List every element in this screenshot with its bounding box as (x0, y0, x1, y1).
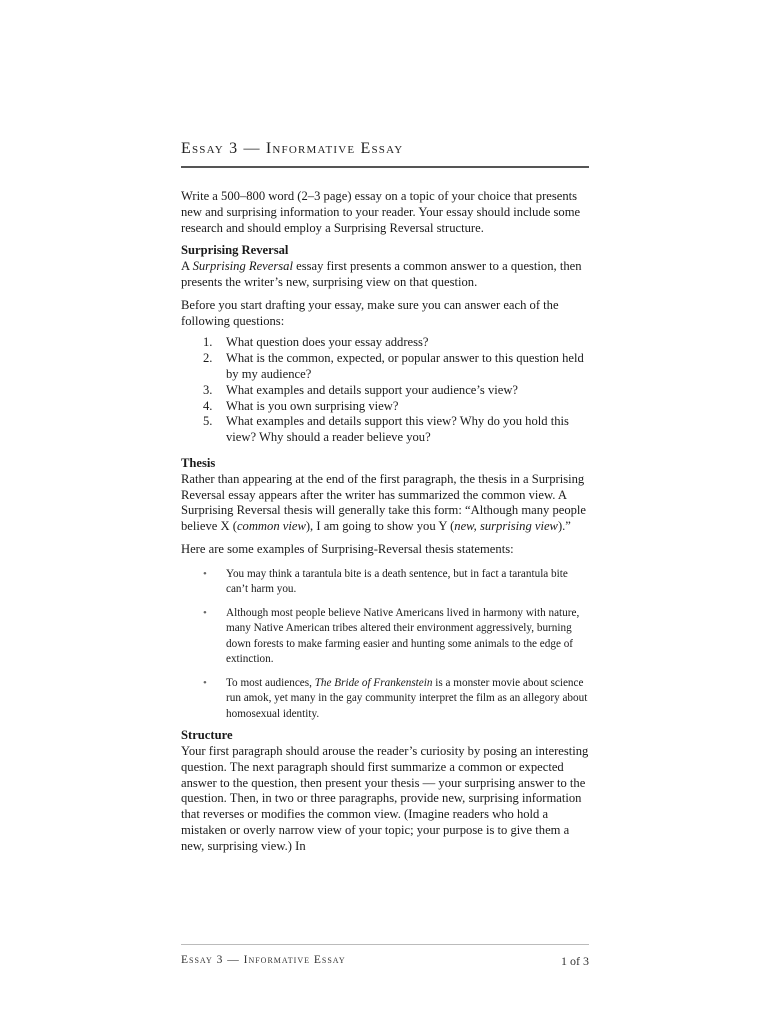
list-item (181, 351, 591, 383)
example3-text-b: is a monster movie about science run amok, yet many in the gay community interpret the film as an allegory about homosexual identity. (226, 676, 588, 720)
list-number: 3. (203, 382, 213, 397)
list-item (181, 414, 591, 446)
sr-term: Surprising Reversal (192, 259, 293, 274)
thesis-em-a: common view (236, 519, 306, 534)
list-item (181, 567, 591, 598)
questions-list (181, 335, 591, 446)
list-item-text: What is the common, expected, or popular answer to this question held by my audience? (226, 351, 584, 381)
list-number: 2. (203, 351, 213, 366)
page-number: 1 of 3 (561, 954, 589, 968)
list-number: 1. (203, 335, 213, 350)
examples-intro: Here are some examples of Surprising-Reversal thesis statements: (181, 541, 514, 556)
footer-title: Essay 3 — Informative Essay (181, 954, 346, 966)
example3-title: The Bride of Frankenstein (314, 676, 433, 689)
structure-paragraph: Your first paragraph should arouse the reader’s curiosity by posing an interesting question. The next paragraph should first summarize a common or expected answer to the question, then present your thesis — your surprising answer to the question. Then, in two or three paragraphs, provide new, surprising information that reverses or modifies the common view. (Imagine readers who hold a mistaken or overly narrow view of your topic; your purpose is to give them a new, surprising view.) In (181, 744, 589, 853)
before-start-paragraph: Before you start drafting your essay, make sure you can answer each of the following questions: (181, 297, 559, 328)
list-item-text (226, 677, 587, 720)
list-item (181, 383, 591, 399)
thesis-paragraph (181, 472, 591, 535)
sr-text: essay first presents a common answer to a question, then presents the writer’s new, surprising view on that question. (181, 259, 582, 289)
list-item (181, 606, 591, 668)
thesis-text-b: ), I am going to show you Y ( (305, 519, 455, 534)
intro-paragraph: Write a 500–800 word (2–3 page) essay on a topic of your choice that presents new and surprising information to your reader. Your essay should include some research and should employ a Surprising Reversal structure. (181, 189, 581, 235)
list-item (181, 399, 591, 415)
bullet-icon: • (203, 567, 207, 580)
list-item-text: You may think a tarantula bite is a death sentence, but in fact a tarantula bite can’t harm you. (226, 567, 568, 596)
list-item-text: Although most people believe Native Americans lived in harmony with nature, many Native American tribes altered their environment aggressively, burning down forests to make farming easier and hunting some animals to the edge of extinction. (226, 606, 580, 666)
surprising-reversal-paragraph (181, 259, 591, 291)
document-body (181, 189, 591, 862)
thesis-em-b: new, surprising view (454, 519, 558, 534)
list-item-text: What examples and details support your audience’s view? (226, 382, 519, 397)
structure-heading: Structure (181, 728, 233, 743)
list-item-text: What question does your essay address? (226, 335, 429, 350)
surprising-reversal-heading: Surprising Reversal (181, 243, 289, 258)
thesis-heading: Thesis (181, 455, 216, 470)
title-divider (181, 166, 589, 168)
sr-lead: A (181, 259, 193, 274)
list-item-text: What examples and details support this view? Why do you hold this view? Why should a reader believe you? (226, 414, 569, 445)
bullet-icon: • (203, 676, 207, 689)
list-item (181, 335, 591, 351)
footer-divider (181, 944, 589, 945)
list-item-text: What is you own surprising view? (226, 398, 399, 413)
page-title: Essay 3 — Informative Essay (181, 140, 404, 157)
examples-list (181, 567, 591, 723)
list-number: 5. (203, 414, 213, 429)
list-number: 4. (203, 398, 213, 413)
thesis-text-a: Rather than appearing at the end of the first paragraph, the thesis in a Surprising Reversal essay appears after the writer has summarized the common view. A Surprising Reversal thesis will generally take this form: “Although many people believe X ( (181, 471, 587, 534)
bullet-icon: • (203, 606, 207, 619)
list-item (181, 676, 591, 723)
thesis-text-c: ).” (557, 519, 571, 534)
example3-text-a: To most audiences, (226, 676, 315, 689)
